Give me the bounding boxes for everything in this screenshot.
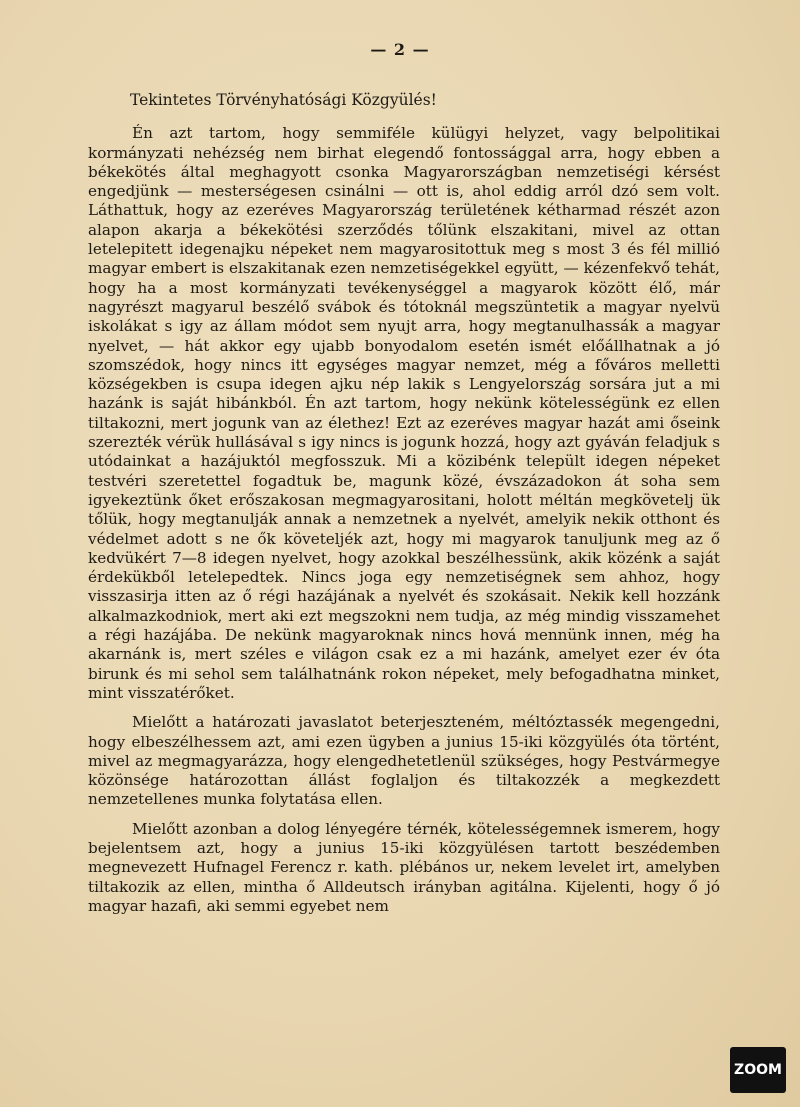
zoom-logo-text: ZOOM <box>734 1062 782 1078</box>
paragraph-3: Mielőtt azonban a dolog lényegére térnék, kötelességemnek ismerem, hogy bejelentsem azt, hogy a junius 15-iki közgyülésen tartott beszédemben megnevezett Hufnagel Ferencz r. kath. plébános ur, nekem levelet irt, amelyben tiltakozik az ellen, mintha ő Alldeutsch irányban agitálna. Kijelenti, hogy ő jó magyar hazafi, aki semmi egyebet nem <box>88 819 720 915</box>
paragraph-1: Én azt tartom, hogy semmiféle külügyi helyzet, vagy belpolitikai kormányzati nehézség nem birhat elegendő fontossággal arra, hogy ebben a békekötés által meghagyott csonka Magyarországban nemzetiségi kérsést engedjünk — mesterségesen csinálni — ott is, ahol eddig arról dzó sem volt. Láthattuk, hogy az ezeréves Magyarország területének kétharmad részét azon alapon akarja a békekötési szerződés tőlünk elszakitani, mivel az ottan letelepitett idegenajku népeket nem magyarositottuk meg s most 3 és fél millió magyar embert is elszakitanak ezen nemzetiségekkel együtt, — kézenfekvő tehát, hogy ha a most kormányzati tevékenységgel a magyarok között élő, már nagyrészt magyarul beszélő svábok és tótoknál megszüntetik a magyar nyelvü iskolákat s igy az állam módot sem nyujt arra, hogy megtanulhassák a magyar nyelvet, — hát akkor egy ujabb bonyodalom esetén ismét előállhatnak a jó szomszédok, hogy nincs itt egységes magyar nemzet, még a főváros melletti községekben is csupa idegen ajku nép lakik s Lengyelország sorsára jut a mi hazánk is saját hibánkból. Én azt tartom, hogy nekünk kötelességünk ez ellen tiltakozni, mert jogunk van az élethez! Ezt az ezeréves magyar hazát ami őseink szerezték vérük hullásával s igy nincs is jogunk hozzá, hogy azt gyáván feladjuk s utódainkat a hazájuktól megfosszuk. Mi a közibénk települt idegen népeket testvéri szeretettel fogadtuk be, magunk közé, évszázadokon át soha sem igyekeztünk őket erőszakosan megmagyarositani, holott méltán megkövetelj ük tőlük, hogy megtanulják annak a nemzetnek a nyelvét, amelyik nekik otthont és védelmet adott s ne ők követeljék azt, hogy mi magyarok tanuljunk meg az ő kedvükért 7—8 idegen nyelvet, hogy azokkal beszélhessünk, akik közénk a saját érdekükből letelepedtek. Nincs joga egy nemzetiségnek sem ahhoz, hogy visszasirja itten az ő régi hazájának a nyelvét és szokásait. Nekik kell hozzánk alkalmazkodniok, mert aki ezt megszokni nem tudja, az még mindig visszamehet a régi hazájába. De nekünk magyaroknak nincs hová mennünk innen, még ha akarnánk is, mert széles e világon csak ez a mi hazánk, amelyet ezer év óta birunk és mi sehol sem találhatnánk rokon népeket, mely befogadhatna minket, mint visszatérőket. <box>88 124 720 702</box>
zoom-logo-icon <box>730 1047 786 1093</box>
document-body <box>88 86 720 926</box>
salutation: Tekintetes Törvényhatósági Közgyülés! <box>130 91 437 109</box>
page-number: — 2 — <box>370 40 430 59</box>
paragraph-2: Mielőtt a határozati javaslatot beterjeszteném, méltóztassék megengedni, hogy elbeszélhessem azt, ami ezen ügyben a junius 15-iki közgyülés óta történt, mivel az megmagyarázza, hogy elengedhetetlenül szükséges, hogy Pestvármegye közönsége határozottan állást foglaljon és tiltakozzék a megkezdett nemzetellenes munka folytatása ellen. <box>88 713 720 809</box>
